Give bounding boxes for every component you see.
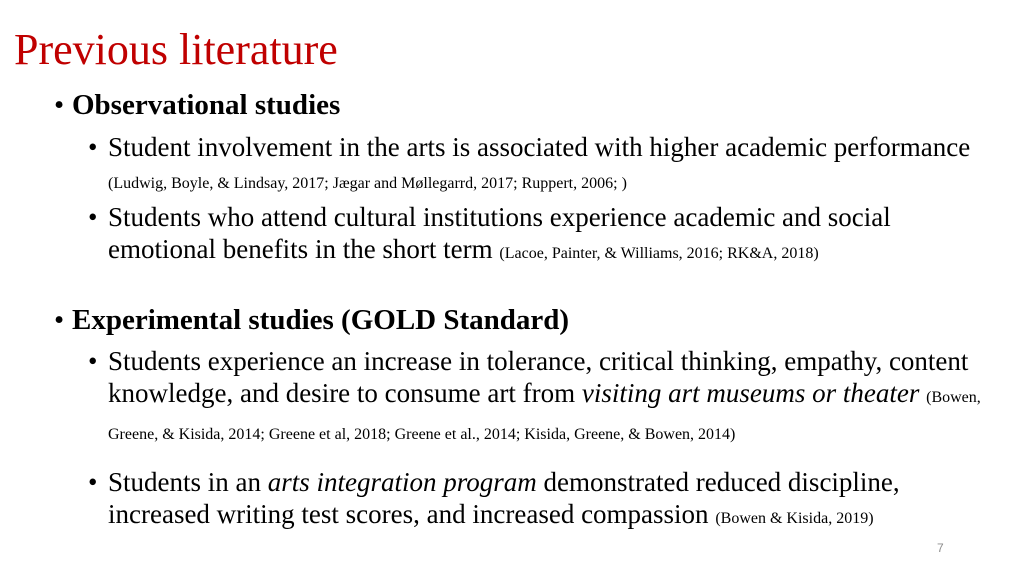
bullet-dot-icon: • (54, 304, 65, 336)
list-item-body (108, 201, 988, 270)
list-item-text: Students who attend cultural institutions experience academic and social emotional benefits in the short term (108, 202, 891, 264)
section-heading-experimental (54, 303, 569, 337)
bullet-dot-icon: • (88, 467, 98, 497)
list-item (88, 131, 988, 200)
list-item-body (108, 345, 988, 451)
citation: (Bowen, Greene, & Kisida, 2014; Greene et al, 2018; Greene et al., 2014; Kisida, Greene, & Bowen, 2014) (108, 389, 981, 443)
bullet-dot-icon: • (88, 202, 98, 232)
list-item-body (108, 131, 988, 200)
list-item-emphasis: arts integration program (267, 467, 537, 497)
bullet-dot-icon: • (88, 346, 98, 376)
bullet-dot-icon: • (54, 89, 65, 121)
list-item (88, 345, 988, 451)
list-item-text: Students in an (108, 467, 261, 497)
list-item-text: Student involvement in the arts is associated with higher academic performance (108, 132, 971, 162)
list-item (88, 466, 988, 535)
list-item-emphasis: visiting art museums or theater (581, 378, 920, 408)
section-heading-label: Experimental studies (GOLD Standard) (72, 304, 570, 336)
section-heading-label: Observational studies (72, 89, 341, 121)
list-item-body (108, 466, 988, 535)
list-item-text-continued: demonstrated reduced discipline, increased writing test scores, and increased compassion (108, 467, 900, 529)
page-number: 7 (937, 541, 944, 555)
citation: (Bowen & Kisida, 2019) (715, 510, 874, 527)
list-item (88, 201, 988, 270)
citation: (Lacoe, Painter, & Williams, 2016; RK&A, 2018) (499, 245, 819, 262)
bullet-dot-icon: • (88, 132, 98, 162)
slide-title: Previous literature (14, 25, 338, 74)
section-heading-observational (54, 88, 340, 122)
list-item-text: Students experience an increase in tolerance, critical thinking, empathy, content knowledge, and desire to consume art from (108, 346, 969, 408)
citation: (Ludwig, Boyle, & Lindsay, 2017; Jægar and Møllegarrd, 2017; Ruppert, 2006; ) (108, 175, 627, 192)
